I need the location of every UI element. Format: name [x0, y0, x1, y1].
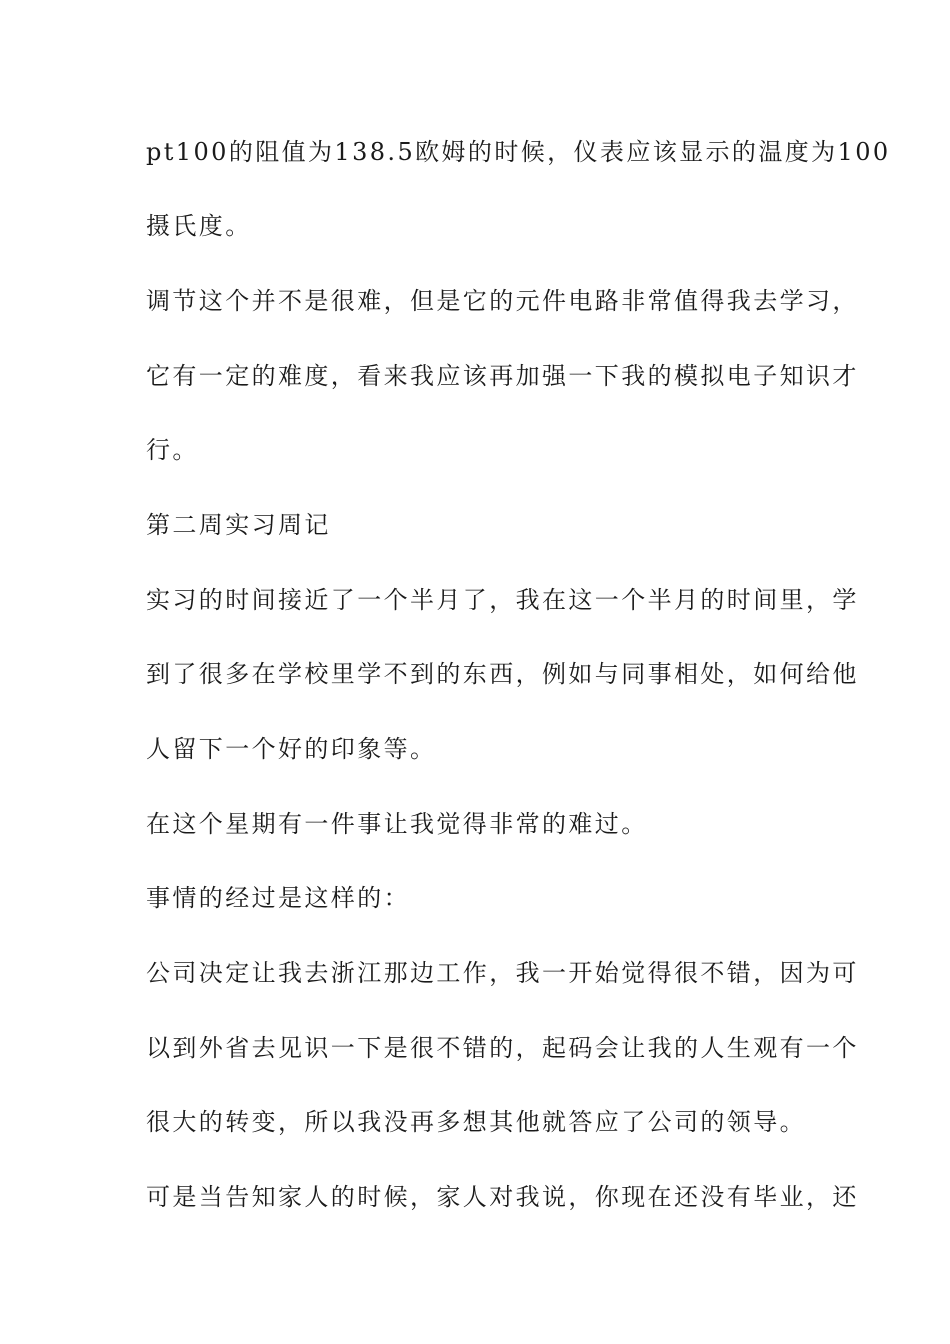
- paragraph-line: 摄氏度。: [146, 212, 252, 240]
- paragraph-line: 在这个星期有一件事让我觉得非常的难过。: [146, 810, 648, 838]
- paragraph-line: 调节这个并不是很难，但是它的元件电路非常值得我去学习，: [146, 287, 859, 315]
- paragraph-line: 以到外省去见识一下是很不错的，起码会让我的人生观有一个: [146, 1034, 859, 1062]
- paragraph-line: 它有一定的难度，看来我应该再加强一下我的模拟电子知识才: [146, 362, 859, 390]
- paragraph-line: 人留下一个好的印象等。: [146, 735, 437, 763]
- paragraph-line: 很大的转变，所以我没再多想其他就答应了公司的领导。: [146, 1108, 806, 1136]
- paragraph-line: 到了很多在学校里学不到的东西，例如与同事相处，如何给他: [146, 660, 859, 688]
- paragraph-line: 事情的经过是这样的：: [146, 884, 410, 912]
- section-heading: 第二周实习周记: [146, 511, 331, 539]
- paragraph-line: 行。: [146, 436, 199, 464]
- paragraph-line: 可是当告知家人的时候，家人对我说，你现在还没有毕业，还: [146, 1183, 859, 1211]
- paragraph-line: 实习的时间接近了一个半月了，我在这一个半月的时间里，学: [146, 586, 859, 614]
- paragraph-line: pt100的阻值为138.5欧姆的时候，仪表应该显示的温度为100: [146, 138, 891, 166]
- paragraph-line: 公司决定让我去浙江那边工作，我一开始觉得很不错，因为可: [146, 959, 859, 987]
